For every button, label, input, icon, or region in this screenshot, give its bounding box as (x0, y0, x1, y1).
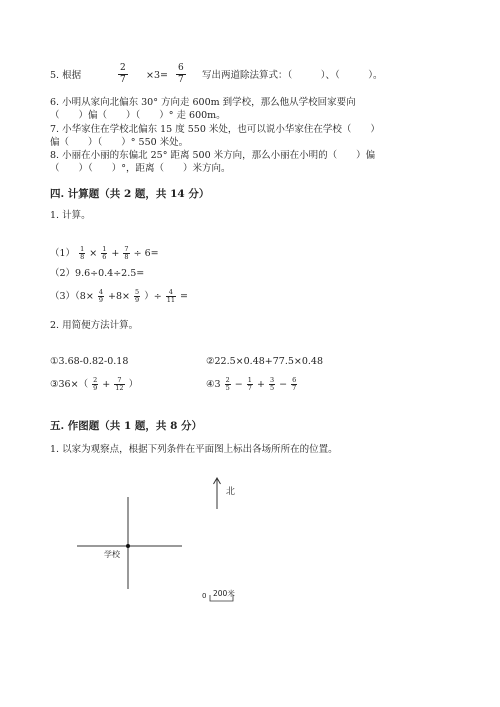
calc-item-3-label: （3）（8× (50, 291, 94, 302)
scale-bar (210, 595, 233, 601)
calc-item-1 (50, 246, 159, 261)
denominator: 9 (135, 296, 140, 304)
numerator: 2 (93, 376, 98, 384)
fraction (123, 246, 129, 261)
question-7-line-1: 7. 小华家住在学校北偏东 15 度 550 米处，也可以说小华家住在学校（ ） (50, 124, 380, 135)
denominator: 12 (115, 384, 124, 392)
question-6-line-2: （ ）偏（ ）（ ）° 走 600m。 (50, 110, 226, 121)
simplify-item-4 (206, 377, 298, 392)
calc-item-3-tail: = (180, 291, 188, 302)
operator: + (111, 248, 120, 259)
calc-question-1-title: 1. 计算。 (50, 210, 91, 221)
origin-label: 学校 (104, 550, 120, 559)
fraction (98, 289, 104, 304)
numerator: 6 (178, 63, 184, 73)
simplify-item-3-label: ③36×（ (50, 379, 89, 390)
numerator: 7 (114, 377, 124, 385)
question-8-line-2: （ ）（ ）°，距离（ ）米方向。 (50, 163, 231, 174)
calc-item-2: （2）9.6÷0.4÷2.5= (50, 268, 145, 279)
question-5-fraction-1 (118, 63, 128, 86)
denominator: 7 (120, 75, 126, 85)
calc-question-2-title: 2. 用简便方法计算。 (50, 320, 139, 331)
denominator: 6 (102, 253, 107, 261)
fraction (92, 377, 98, 392)
section-5-title: 五. 作图题（共 1 题，共 8 分） (50, 420, 203, 432)
north-arrow-head (214, 478, 221, 484)
fraction (79, 246, 85, 261)
question-5-fraction-2 (176, 63, 186, 86)
simplify-item-4-label: ④3 (206, 379, 221, 390)
question-5-suffix: 写出两道除法算式：（ ）、（ ）。 (202, 70, 383, 81)
operator: − (279, 379, 288, 390)
numerator: 3 (269, 376, 275, 384)
denominator: 7 (292, 384, 297, 392)
numerator: 1 (102, 245, 107, 253)
simplify-item-3-close: ） (128, 379, 139, 390)
numerator: 5 (135, 288, 140, 296)
denominator: 7 (247, 384, 252, 392)
denominator: 5 (269, 384, 275, 392)
denominator: 8 (80, 253, 85, 261)
denominator: 5 (225, 384, 230, 392)
simplify-item-3 (50, 377, 138, 392)
numerator: 1 (80, 245, 85, 253)
question-5-times: ×3= (146, 70, 168, 81)
numerator: 4 (98, 288, 103, 296)
numerator: 4 (166, 289, 176, 297)
fraction (101, 246, 107, 261)
fraction (225, 377, 231, 392)
calc-item-3 (50, 289, 188, 304)
fraction (291, 377, 297, 392)
denominator: 9 (93, 384, 98, 392)
calc-item-1-label: （1） (50, 248, 76, 259)
scale-zero-label: 0 (202, 592, 207, 600)
question-8-line-1: 8. 小丽在小丽的东偏北 25° 距离 500 米方向，那么小丽在小明的（ ）偏 (50, 150, 376, 161)
numerator: 6 (292, 376, 297, 384)
fraction (247, 377, 253, 392)
question-6-line-1: 6. 小明从家向北偏东 30° 方向走 600m 到学校，那么他从学校回家要向 (50, 97, 356, 108)
fraction (269, 377, 275, 392)
denominator: 9 (98, 296, 103, 304)
operator: + (102, 379, 111, 390)
section-4-title: 四. 计算题（共 2 题，共 14 分） (50, 188, 210, 200)
fraction (166, 289, 176, 304)
calc-item-3-close: ）÷ (144, 291, 162, 302)
calc-item-3-mid: +8× (108, 291, 130, 302)
numerator: 1 (247, 376, 252, 384)
question-5-prefix: 5. 根据 (50, 70, 82, 81)
operator: × (89, 248, 98, 259)
north-label: 北 (226, 487, 236, 497)
operator: − (234, 379, 243, 390)
denominator: 7 (178, 75, 184, 85)
calc-item-1-tail: ÷ 6= (133, 248, 159, 259)
denominator: 8 (124, 253, 129, 261)
denominator: 11 (166, 296, 175, 304)
drawing-question-1-text: 1. 以家为观察点，根据下列条件在平面图上标出各场所所在的位置。 (50, 444, 338, 455)
question-7-line-2: 偏（ ）（ ）° 550 米处。 (50, 137, 189, 148)
numerator: 2 (120, 63, 126, 73)
fraction (134, 289, 140, 304)
origin-point (126, 544, 130, 548)
fraction (114, 377, 124, 392)
scale-label: 200米 (213, 589, 235, 598)
numerator: 2 (225, 376, 230, 384)
operator: + (256, 379, 265, 390)
simplify-item-1: ①3.68-0.82-0.18 (50, 356, 129, 367)
numerator: 7 (124, 245, 129, 253)
simplify-item-2: ②22.5×0.48+77.5×0.48 (206, 356, 324, 367)
